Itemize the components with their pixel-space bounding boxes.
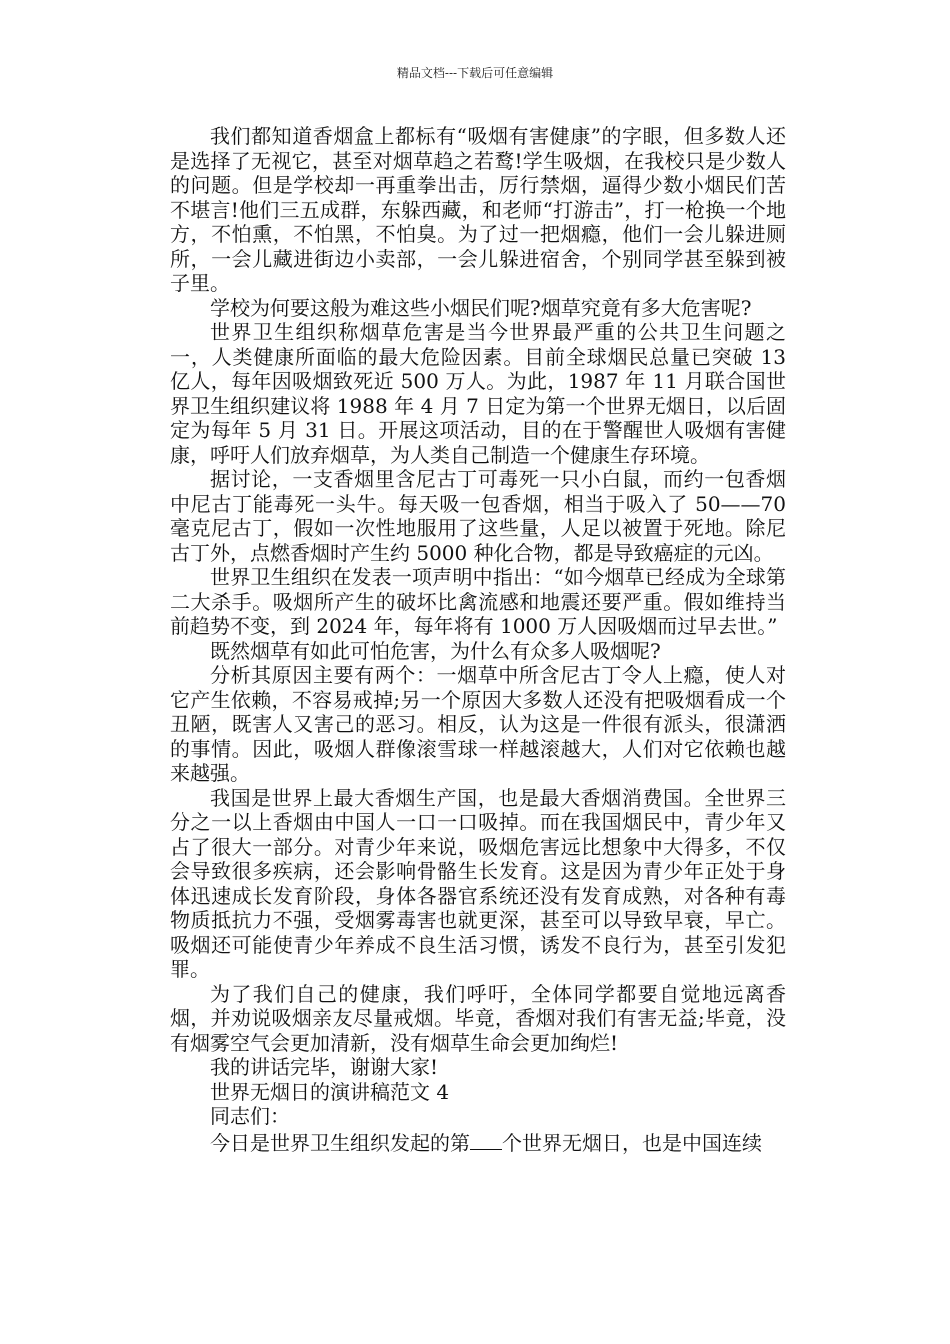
document-body (170, 124, 786, 1155)
last-line (170, 1129, 786, 1156)
paragraph-who-statistics: 世界卫生组织称烟草危害是当今世界最严重的公共卫生问题之一，人类健康所面临的最大危险因素。目前全球烟民总量已突破 13 亿人，每年因吸烟致死近 500 万人。为此，1987 年 11 月联合国世界卫生组织建议将 1988 年 4 月 7 日定为第一个世界无烟日，以后固定为每年 5 月 31 日。开展这项活动，目的在于警醒世人吸烟有害健康，呼吁人们放弃烟草，为人类自己制造一个健康生存环境。 (170, 320, 786, 467)
paragraph-question-harm: 学校为何要这般为难这些小烟民们呢?烟草究竟有多大危害呢? (210, 295, 752, 320)
closing-line: 我的讲话完毕，谢谢大家! (210, 1055, 439, 1079)
last-line-end: 个世界无烟日，也是中国连续 (502, 1130, 762, 1155)
paragraph-appeal: 为了我们自己的健康，我们呼吁，全体同学都要自觉地远离香烟，并劝说吸烟亲友尽量戒烟。毕竟，香烟对我们有害无益;毕竟，没有烟雾空气会更加清新，没有烟草生命会更加绚烂! (170, 981, 786, 1055)
paragraph-intro: 我们都知道香烟盒上都标有“吸烟有害健康”的字眼，但多数人还是选择了无视它，甚至对烟草趋之若鹜!学生吸烟，在我校只是少数人的问题。但是学校却一再重拳出击，厉行禁烟，逼得少数小烟民们苦不堪言!他们三五成群，东躲西藏，和老师“打游击”，打一枪换一个地方，不怕熏，不怕黑，不怕臭。为了过一把烟瘾，他们一会儿躲进厕所，一会儿藏进街边小卖部，一会儿躲进宿舍，个别同学甚至躲到被子里。 (170, 124, 786, 295)
section-title: 世界无烟日的演讲稿范文 4 (210, 1079, 450, 1104)
paragraph-who-statement: 世界卫生组织在发表一项声明中指出：“如今烟草已经成为全球第二大杀手。吸烟所产生的破坏比禽流感和地震还要严重。假如维持当前趋势不变，到 2024 年，每年将有 1000 万人因吸烟而过早去世。” (170, 565, 786, 638)
paragraph-china-youth: 我国是世界上最大香烟生产国，也是最大香烟消费国。全世界三分之一以上香烟由中国人一口一口吸掉。而在我国烟民中，青少年又占了很大一部分。对青少年来说，吸烟危害远比想象中大得多，不仅会导致很多疾病，还会影响骨骼生长发育。这是因为青少年正处于身体迅速成长发育阶段，身体各器官系统还没有发育成熟，对各种有毒物质抵抗力不强，受烟雾毒害也就更深，甚至可以导致早衰，早亡。吸烟还可能使青少年养成不良生活习惯，诱发不良行为，甚至引发犯罪。 (170, 785, 786, 981)
fill-in-blank (470, 1129, 502, 1150)
paragraph-reasons: 分析其原因主要有两个：一烟草中所含尼古丁令人上瘾，使人对它产生依赖，不容易戒掉;另一个原因大多数人还没有把吸烟看成一个丑陋，既害人又害己的恶习。相反，认为这是一件很有派头，很潇洒的事情。因此，吸烟人群像滚雪球一样越滚越大，人们对它依赖也越来越强。 (170, 663, 786, 785)
paragraph-question-why: 既然烟草有如此可怕危害，为什么有众多人吸烟呢? (210, 638, 661, 663)
salutation: 同志们： (210, 1104, 290, 1128)
last-line-start: 今日是世界卫生组织发起的第 (210, 1130, 470, 1155)
paragraph-nicotine: 据讨论，一支香烟里含尼古丁可毒死一只小白鼠，而约一包香烟中尼古丁能毒死一头牛。每天吸一包香烟，相当于吸入了 50——70 毫克尼古丁，假如一次性地服用了这些量，人足以被置于死地。除尼古丁外，点燃香烟时产生约 5000 种化合物，都是导致癌症的元凶。 (170, 467, 786, 565)
page-header: 精品文档---下载后可任意编辑 (396, 66, 554, 80)
